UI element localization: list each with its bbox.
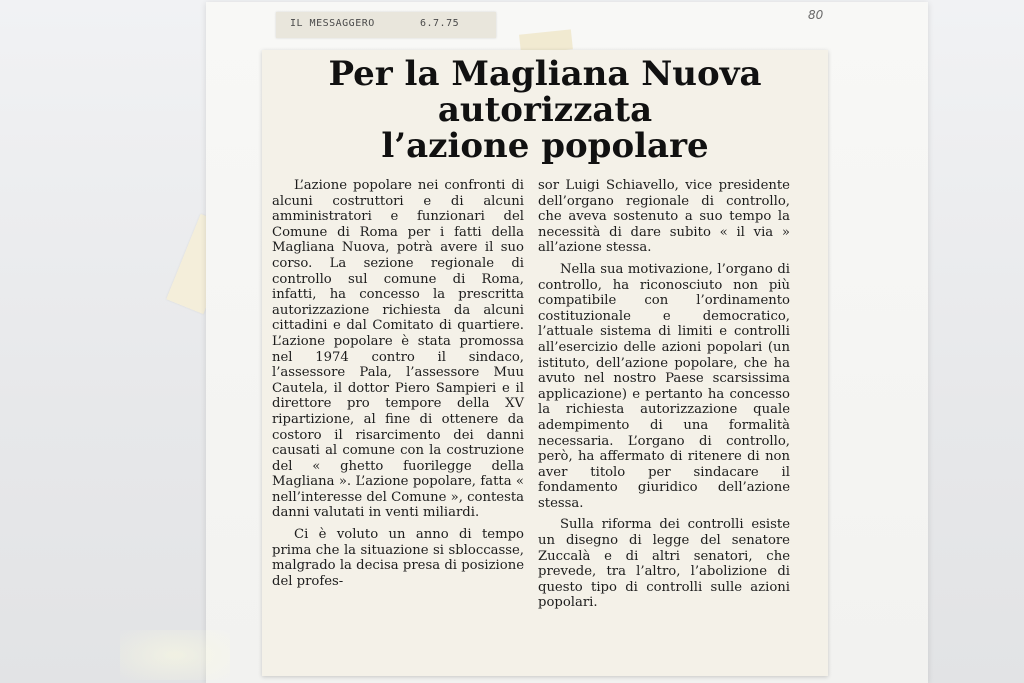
publication-date: 6.7.75 [420, 18, 460, 29]
source-label-strip [276, 12, 496, 38]
article-paragraph: Ci è voluto un anno di tempo prima che la situazione si sbloccasse, malgrado la decisa presa di posizione del profes- [272, 527, 524, 589]
article-column-right [538, 178, 790, 617]
article-paragraph: Nella sua motivazione, l’organo di controllo, ha riconosciuto non più compatibile con l’ordinamento costituzionale e democratico, l’attuale sistema di limiti e controlli all’esercizio delle azioni popolari (un istituto, dell’azione popolare, che ha avuto nel nostro Paese scarsissima applicazione) e pertanto ha concesso la richiesta autorizzazione quale adempimento di una formalità necessaria. L’organo di controllo, però, ha affermato di ritenere di non aver titolo per sindacare il fondamento giuridico dell’azione stessa. [538, 261, 790, 511]
article-column-left [272, 178, 524, 595]
archive-page-number: 80 [808, 8, 824, 22]
headline-line-1: Per la Magliana Nuova [328, 54, 762, 94]
article-paragraph: L’azione popolare nei confronti di alcuni costruttori e di alcuni amministratori e funzionari del Comune di Roma per i fatti della Magliana Nuova, potrà avere il suo corso. La sezione regionale di controllo sul comune di Roma, infatti, ha concesso la prescritta autorizzazione richiesta da alcuni cittadini e dal Comitato di quartiere. L’azione popolare è stata promossa nel 1974 contro il sindaco, l’assessore Pala, l’assessore Muu Cautela, il dottor Piero Sampieri e il direttore pro tempore della XV ripartizione, al fine di ottenere da costoro il risarcimento dei danni causati al comune con la costruzione del « ghetto fuorilegge della Magliana ». L’azione popolare, fatta « nell’interesse del Comune », contesta danni valutati in venti miliardi. [272, 178, 524, 521]
headline [262, 56, 828, 164]
light-glare [120, 630, 230, 680]
headline-line-3: l’azione popolare [381, 126, 709, 166]
article-paragraph: Sulla riforma dei controlli esiste un disegno di legge del senatore Zuccalà e di altri senatori, che prevede, tra l’altro, l’abolizione di questo tipo di controlli sulle azioni popolari. [538, 517, 790, 611]
newspaper-name: IL MESSAGGERO [290, 18, 375, 29]
headline-line-2: autorizzata [437, 90, 653, 130]
newspaper-clipping [262, 50, 828, 676]
article-paragraph: sor Luigi Schiavello, vice presidente dell’organo regionale di controllo, che aveva sostenuto a suo tempo la necessità di dare subito « il via » all’azione stessa. [538, 178, 790, 256]
